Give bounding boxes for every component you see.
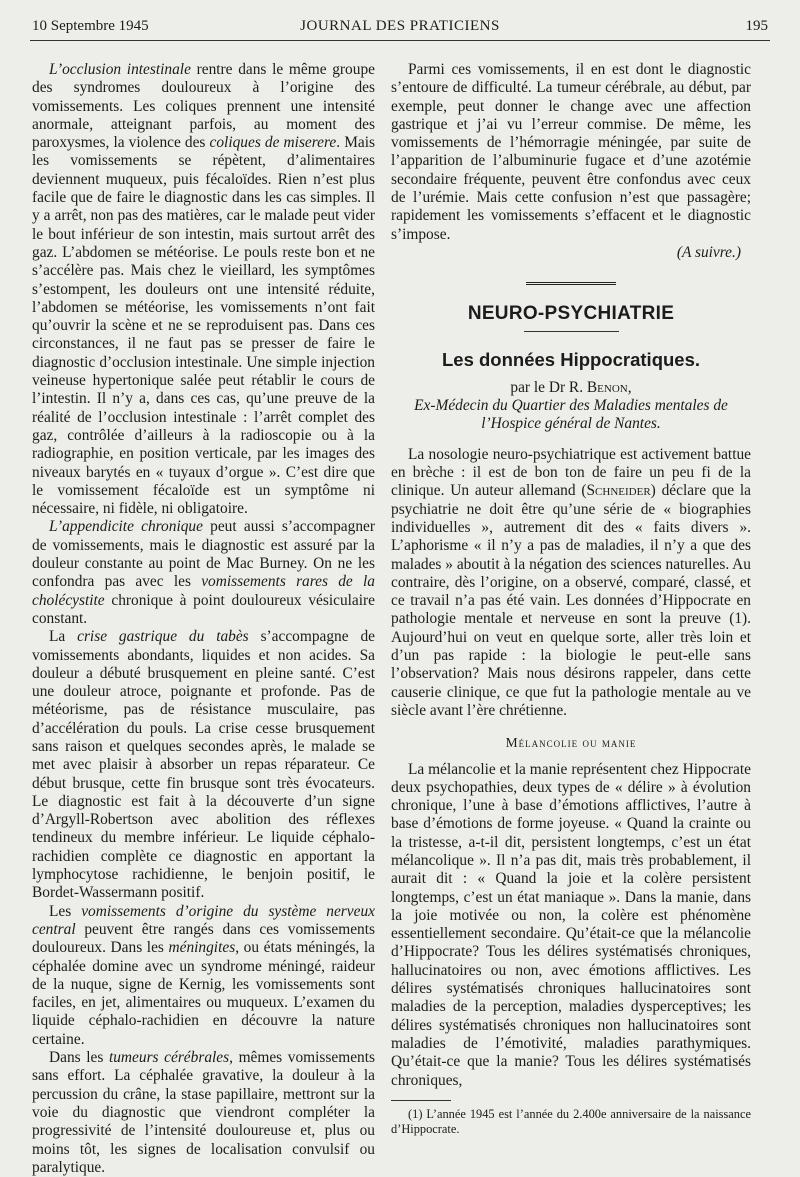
text: Dans les <box>49 1049 109 1067</box>
text: s’accompagne de vomissements abondants, liquides et non acides. Sa douleur a débuté brusquement en pleine santé. C’est une douleur atroce, poignante et profonde. Pas de météorisme, pas de résistance musculaire, pas d’accélération du pouls. La crise cesse brusquement sans raison et quelques secondes après, le malade se met avec plaisir à absorber un repas réparateur. Ce début brusque, cette fin brusque sont très évocateurs. Le diagnostic est fait à la découverte d’un signe d’Argyll-Robertson avec abolition des réflexes tendineux du membre inférieur. Le liquide céphalo-rachidien complète ce diagnostic en apportant la lymphocytose rachidienne, le benjoin positif, le Bordet-Wassermann positif. <box>32 628 375 902</box>
text: La nosologie neuro-psychiatrique est activement battue en brèche : il est de bon ton de faire un peu fi de la clinique. Un auteur allemand ( <box>391 445 751 500</box>
article-title: Les données Hippocratiques. <box>441 348 701 370</box>
text: , mêmes vomissements sans effort. La céphalée gravative, la douleur à la percussion du crâne, la stase papillaire, mettront sur la voie du diagnostic que viendront compléter la progressivité de l’intensité douloureuse et, plus ou moins tôt, les signes de localisation convulsif ou paralytique. <box>32 1049 375 1176</box>
paragraph-tabes <box>32 628 375 902</box>
header-rule <box>30 40 770 41</box>
term-miserere: coliques de miserere <box>209 134 337 152</box>
text: chronique à point douloureux vésiculaire constant. <box>32 591 375 627</box>
page-number: 195 <box>745 18 768 34</box>
term-appendicite: L’appendicite chronique <box>49 518 203 536</box>
paragraph-melancolie: La mélancolie et la manie représentent chez Hippocrate deux psychopathies, deux types de « délire » à évolution chronique, l’une à base d’émotions afflictives, l’autre à base d’émotions de forme joyeuse. « Quand la crainte ou la tristesse, a-t-il dit, persistent longtemps, c’est un état mélancolique ». Il n’a pas dit, mais très probablement, il aurait dit : « Quand la joie et la colère persistent longtemps, c’est un état maniaque ». Dans la manie, dans la joie motivée ou non, la colère est phénomène essentiellement secondaire. Qu’était-ce que la mélancolie d’Hippocrate? Tous les délires systématisés chroniques, hallucinatoires ou non, avec émotions afflictives. Les délires systématisés chroniques hallucinatoires sont maladies de la perception, maladies dysperceptives; les délires systématisés chroniques non hallucinatoires sont maladies de l’émotivité, maladies parathymiques. Qu’était-ce que la manie? Tous les délires systématisés chroniques, <box>391 760 751 1089</box>
to-be-continued: (A suivre.) <box>676 243 741 261</box>
right-column <box>391 61 751 1137</box>
text: par le Dr R. <box>510 378 587 396</box>
issue-date: 10 Septembre 1945 <box>32 18 149 34</box>
double-rule <box>526 282 616 288</box>
term-tumeurs: tumeurs cérébrales <box>108 1049 230 1067</box>
paragraph-occlusion <box>32 61 375 518</box>
author-affiliation-2: l’Hospice général de Nantes. <box>481 415 661 433</box>
text: Les <box>49 902 82 920</box>
term-cholecystite: vomissements rares de la cholécystite <box>32 573 375 609</box>
paragraph-nosologie <box>391 446 751 720</box>
section-rule <box>524 331 619 332</box>
byline <box>391 379 751 397</box>
term-snc: vomissements d’origine du système nerveux central <box>32 902 375 938</box>
text: , <box>627 378 632 396</box>
text: , ou états méningés, la céphalée domine avec un syndrome méningé, raideur de la nuque, signe de Kernig, les vomissements sont faciles, en jet, alimentaires ou muqueux. L’examen du liquide céphalo-rachidien en découvre la nature certaine. <box>32 939 375 1048</box>
term-meningites: méningites <box>168 939 236 957</box>
page-header <box>30 14 770 42</box>
text: rentre dans le même groupe des syndromes douloureux à l’origine des vomissements. Les coliques prennent une intensité anormale, atteignant parfois, au moment des paroxysmes, la violence des <box>32 61 375 152</box>
text: peuvent être rangés dans ces vomissements douloureux. Dans les <box>32 920 375 957</box>
author-name: Benon <box>586 378 628 396</box>
author-schneider: Schneider <box>586 482 651 500</box>
section-title: NEURO-PSYCHIATRIE <box>467 303 675 325</box>
term-tabes: crise gastrique du tabès <box>77 628 249 646</box>
paragraph-appendicite <box>32 518 375 628</box>
footnote-rule <box>391 1100 451 1101</box>
journal-title: JOURNAL DES PRATICIENS <box>300 18 500 34</box>
text: ) déclare que la psychiatrie ne doit être qu’une série de « biographies individuelles », autrement dit des « faits divers ». L’aphorisme « il n’y a pas de maladies, il n’y a que des malades » aboutit à la négation des sciences naturelles. Au contraire, dès l’origine, on a observé, comparé, classé, et ce travail n’a pas été vain. Les données d’Hippocrate en pathologie mentale et nerveuse en sont la preuve (1). Aujourd’hui on veut en quelque sorte, aller très loin et d’un pas rapide : la biologie le peut-elle sans l’observation? Mais nous désirons rappeler, dans cette causerie clinique, ce que fut la pathologie mentale au ve siècle avant l’ère chrétienne. <box>391 482 751 719</box>
text: La <box>49 628 78 646</box>
text: peut aussi s’accompagner de vomissements, mais le diagnostic est assuré par la douleur constante au point de Mac Burney. On ne les confondra pas avec les <box>32 518 375 591</box>
author-affiliation-1: Ex-Médecin du Quartier des Maladies mentales de <box>414 397 728 415</box>
term-occlusion: L’occlusion intestinale <box>49 61 191 78</box>
left-column <box>32 61 375 1177</box>
footnote: (1) L’année 1945 est l’année du 2.400e anniversaire de la naissance d’Hippocrate. <box>391 1106 751 1136</box>
paragraph-tumeurs <box>32 1049 375 1177</box>
paragraph-snc <box>32 903 375 1049</box>
text: . Mais les vomissements se répètent, d’alimentaires deviennent muqueux, puis fécaloïdes. Rien n’est plus facile que de faire le diagnostic dans les cas simples. Il y a arrêt, non pas des matières, car le malade peut vider le bout inférieur de son intestin, mais surtout arrêt des gaz. L’abdomen se météorise. Le pouls reste bon et ne s’accélère pas. Mais chez le vieillard, les symptômes s’estompent, les douleurs ont une intensité réduite, l’abdomen se météorise, les vomissements n’ont fait qu’ouvrir la scène et ne se reproduisent pas. Dans ces circonstances, il ne faut pas se presser de faire le diagnostic d’occlusion intestinale. Une simple injection veineuse hypertonique salée peut rétablir le cours de l’intestin. Il n’y a, dans ces cas, qu’une preuve de la réalité de l’occlusion intestinale : l’arrêt complet des gaz, contrôlée d’ailleurs à la radioscopie ou à la radiographie, en position verticale, par les images des niveaux barytés en « tuyaux d’orgue ». C’est dire que le vomissement fécaloïde est un symptôme ni nécessaire, ni fidèle, ni obligatoire. <box>32 134 375 518</box>
paragraph-difficulte: Parmi ces vomissements, il en est dont le diagnostic s’entoure de difficulté. La tumeur cérébrale, au début, par exemple, peut donner le change avec une affection gastrique et j’ai vu l’erreur commise. De même, les vomissements de l’hémorragie méningée, par suite de l’apparition de l’albuminurie fugace et d’une azotémie secondaire fréquente, peuvent être confondus avec ceux de l’urémie. Mais cette confusion n’est que passagère; rapidement les vomissements s’effacent et le diagnostic s’impose. <box>391 61 751 243</box>
subheading: Mélancolie ou manie <box>505 735 637 751</box>
